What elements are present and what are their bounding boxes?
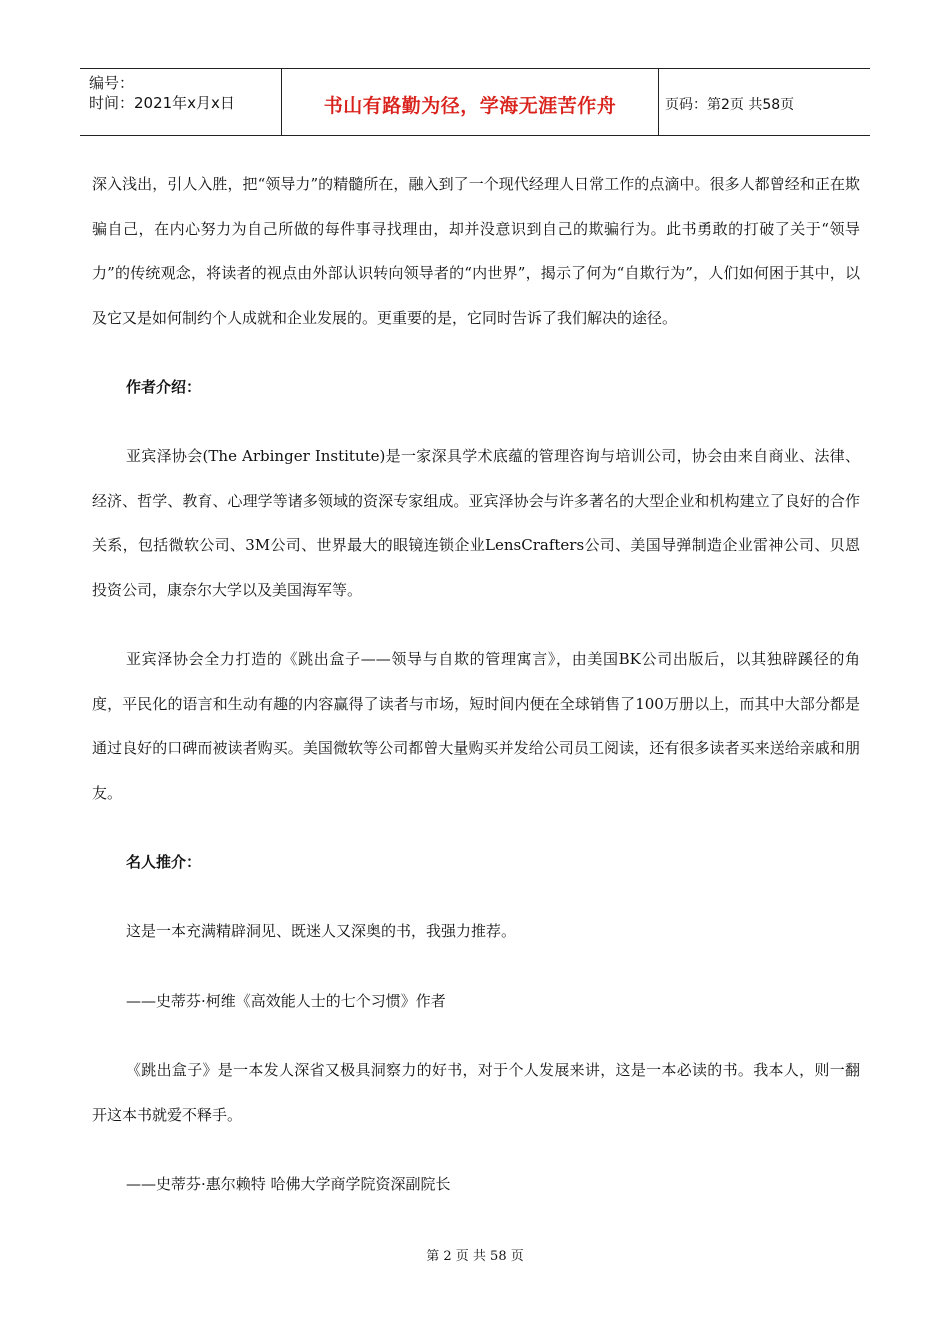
document-body	[92, 162, 860, 1207]
spacer	[92, 815, 860, 840]
attribution-2: ——史蒂芬·惠尔赖特 哈佛大学商学院资深副院长	[126, 1175, 451, 1193]
header-motto: 书山有路勤为径，学海无涯苦作舟	[323, 94, 617, 117]
header-motto-cell	[282, 69, 659, 135]
intro-paragraph: 深入浅出，引人入胜，把“领导力”的精髓所在，融入到了一个现代经理人日常工作的点滴中。很多人都曾经和正在欺骗自己，在内心努力为自己所做的每件事寻找理由，却并没意识到自己的欺骗行为。此书勇敢的打破了关于“领导力”的传统观念，将读者的视点由外部认识转向领导者的“内世界”，揭示了何为“自欺行为”，人们如何困于其中，以及它又是如何制约个人成就和企业发展的。更重要的是，它同时告诉了我们解决的途径。	[92, 175, 860, 327]
quote-2: 《跳出盒子》是一本发人深省又极具洞察力的好书，对于个人发展来讲，这是一本必读的书。我本人，则一翻开这本书就爱不释手。	[92, 1061, 860, 1124]
page-footer: 第 2 页 共 58 页	[426, 1249, 524, 1264]
spacer	[92, 409, 860, 434]
header-meta-cell	[80, 69, 282, 135]
author-paragraph-1: 亚宾泽协会(The Arbinger Institute)是一家深具学术底蕴的管理咨询与培训公司，协会由来自商业、法律、经济、哲学、教育、心理学等诸多领域的资深专家组成。亚宾泽协会与许多著名的大型企业和机构建立了良好的合作关系，包括微软公司、3M公司、世界最大的眼镜连锁企业LensCrafters公司、美国导弹制造企业雷神公司、贝恩投资公司，康奈尔大学以及美国海军等。	[92, 447, 860, 599]
spacer	[92, 612, 860, 637]
spacer	[92, 884, 860, 909]
serial-label: 编号：	[89, 74, 135, 92]
author-heading: 作者介绍：	[126, 378, 202, 396]
header-page-info: 页码：第2页 共58页	[665, 97, 795, 113]
recommendations-heading: 名人推介：	[126, 853, 202, 871]
page-header	[80, 68, 870, 136]
header-page-cell	[659, 69, 870, 135]
spacer	[92, 1137, 860, 1162]
spacer	[92, 1023, 860, 1048]
spacer	[92, 954, 860, 979]
date-line: 时间：2021年x月x日	[89, 94, 235, 112]
author-paragraph-2: 亚宾泽协会全力打造的《跳出盒子——领导与自欺的管理寓言》，由美国BK公司出版后，以其独辟蹊径的角度，平民化的语言和生动有趣的内容赢得了读者与市场，短时间内便在全球销售了100万册以上，而其中大部分都是通过良好的口碑而被读者购买。美国微软等公司都曾大量购买并发给公司员工阅读，还有很多读者买来送给亲戚和朋友。	[92, 650, 860, 802]
quote-1: 这是一本充满精辟洞见、既迷人又深奥的书，我强力推荐。	[126, 922, 517, 940]
attribution-1: ——史蒂芬·柯维《高效能人士的七个习惯》作者	[126, 991, 446, 1010]
spacer	[92, 340, 860, 365]
